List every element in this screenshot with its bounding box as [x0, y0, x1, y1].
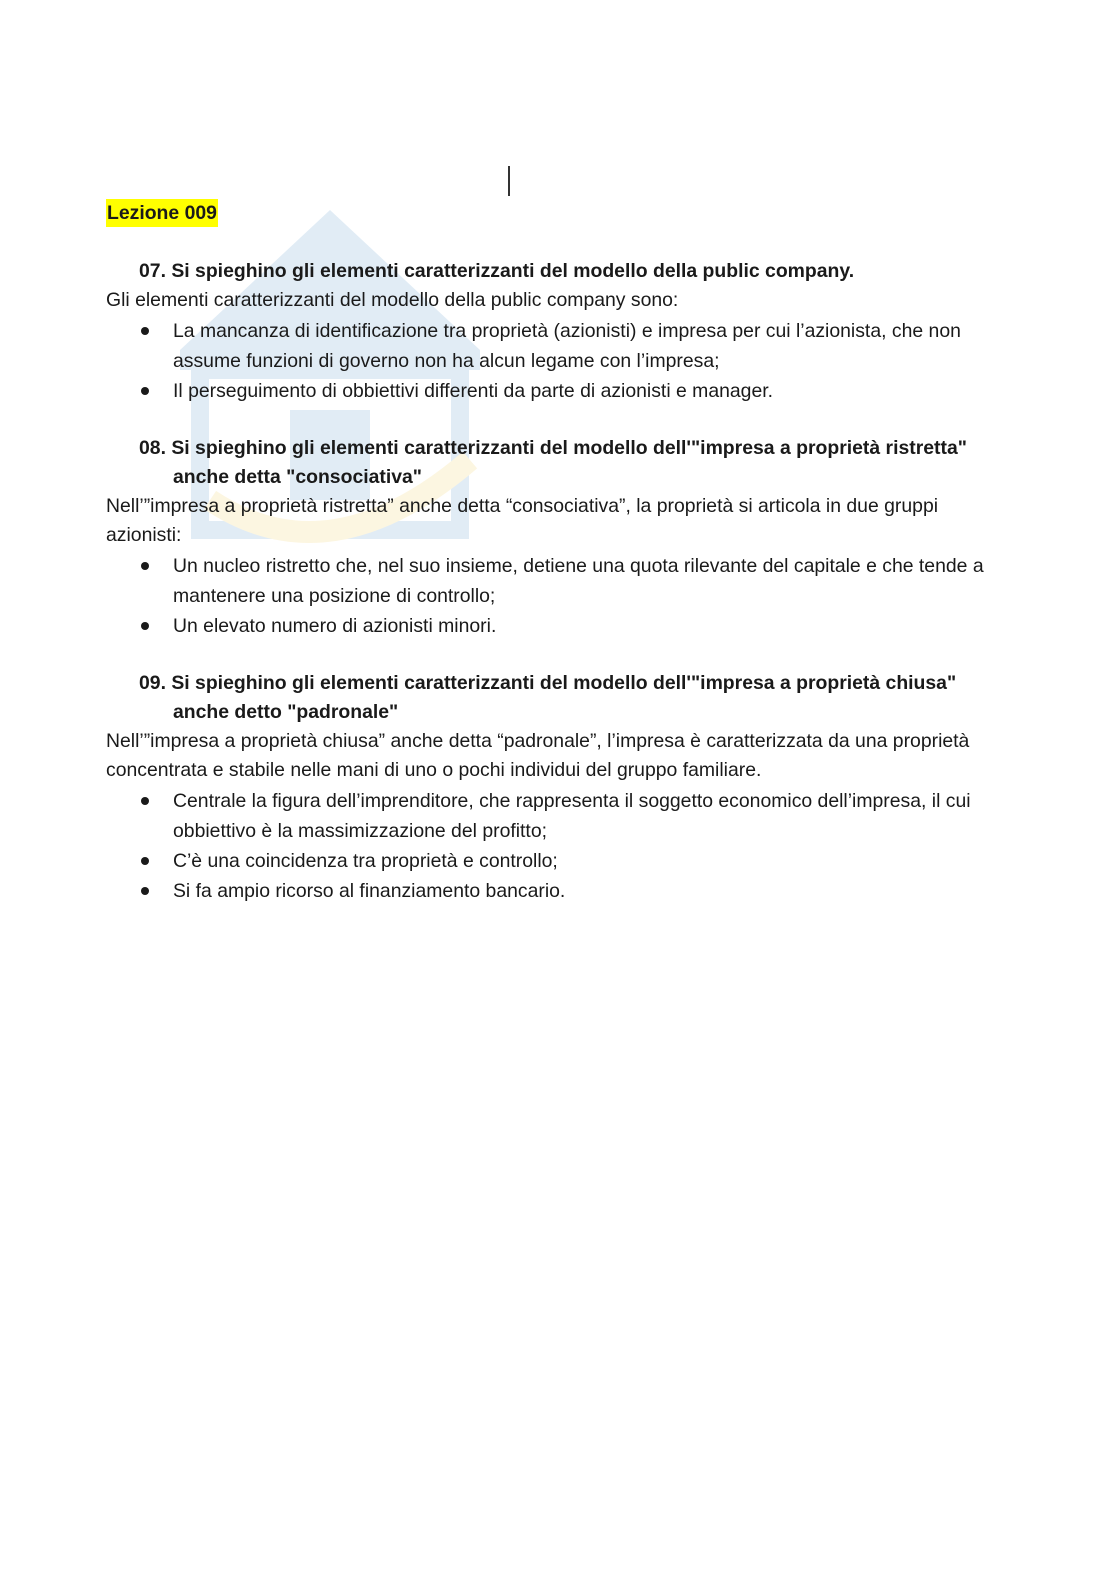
bullet-dot-icon	[141, 327, 149, 335]
section-09	[106, 669, 1006, 906]
section-08	[106, 434, 1006, 641]
bullet-dot-icon	[141, 387, 149, 395]
list-item	[106, 876, 1006, 906]
bullet-dot-icon	[141, 622, 149, 630]
list-item-text: Centrale la figura dell’imprenditore, che rappresenta il soggetto economico dell’impresa, il cui obbiettivo è la massimizzazione del profitto;	[173, 789, 971, 842]
list-item	[106, 376, 1006, 406]
question-heading: 08. Si spieghino gli elementi caratterizzanti del modello dell'"impresa a proprietà ristretta" anche detta "consociativa"	[139, 436, 967, 488]
bullet-dot-icon	[141, 562, 149, 570]
list-item	[106, 611, 1006, 641]
list-item-text: Un nucleo ristretto che, nel suo insieme, detiene una quota rilevante del capitale e che tende a mantenere una posizione di controllo;	[173, 554, 984, 607]
bullet-dot-icon	[141, 887, 149, 895]
section-07	[106, 257, 1006, 406]
lesson-title: Lezione 009	[106, 199, 218, 227]
answer-intro: Nell’”impresa a proprietà ristretta” anche detta “consociativa”, la proprietà si articola in due gruppi azionisti:	[106, 494, 939, 546]
list-item	[106, 316, 1006, 376]
bullet-list	[106, 551, 1006, 641]
list-item-text: Si fa ampio ricorso al finanziamento bancario.	[173, 879, 566, 902]
section-spacer	[106, 406, 1006, 434]
bullet-list	[106, 786, 1006, 906]
list-item-text: C’è una coincidenza tra proprietà e controllo;	[173, 849, 558, 872]
list-item-text: La mancanza di identificazione tra proprietà (azionisti) e impresa per cui l’azionista, che non assume funzioni di governo non ha alcun legame con l’impresa;	[173, 319, 961, 372]
list-item	[106, 551, 1006, 611]
bullet-list	[106, 316, 1006, 406]
bullet-dot-icon	[141, 797, 149, 805]
list-item-text: Un elevato numero di azionisti minori.	[173, 614, 497, 637]
section-spacer	[106, 641, 1006, 669]
bullet-dot-icon	[141, 857, 149, 865]
question-heading: 09. Si spieghino gli elementi caratterizzanti del modello dell'"impresa a proprietà chiusa" anche detto "padronale"	[139, 671, 957, 723]
list-item	[106, 786, 1006, 846]
question-heading: 07. Si spieghino gli elementi caratterizzanti del modello della public company.	[139, 260, 855, 282]
text-cursor	[508, 166, 510, 196]
list-item-text: Il perseguimento di obbiettivi differenti da parte di azionisti e manager.	[173, 379, 774, 402]
answer-intro: Gli elementi caratterizzanti del modello della public company sono:	[106, 289, 679, 311]
document-body	[106, 198, 1006, 906]
list-item	[106, 846, 1006, 876]
answer-intro: Nell’”impresa a proprietà chiusa” anche detta “padronale”, l’impresa è caratterizzata da una proprietà concentrata e stabile nelle mani di uno o pochi individui del gruppo familiare.	[106, 729, 970, 781]
